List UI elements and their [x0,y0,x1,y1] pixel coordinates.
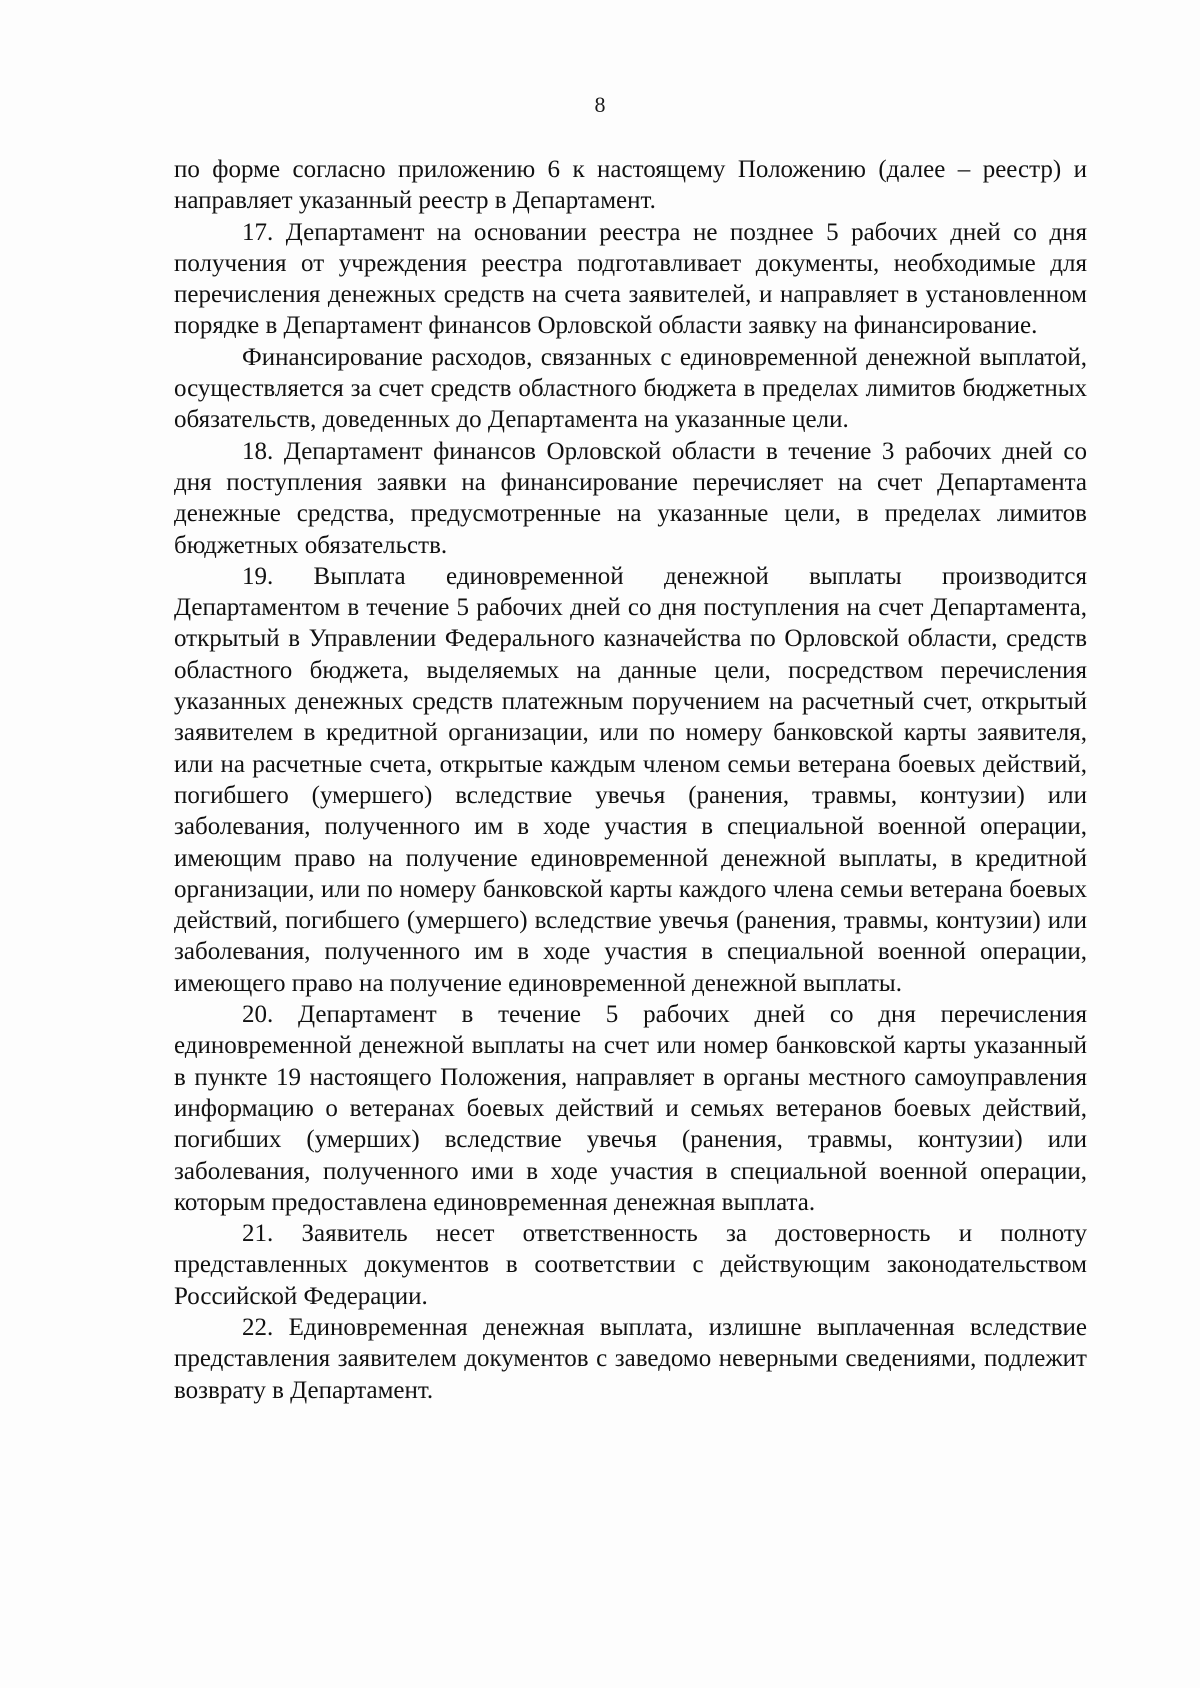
paragraph-item-20: 20. Департамент в течение 5 рабочих дней со дня перечисления единовременной денежной выплаты на счет или номер банковской карты указанный в пункте 19 настоящего Положения, направляет в органы местного самоуправления информацию о ветеранах боевых действий и семьях ветеранов боевых действий, погибших (умерших) вследствие увечья (ранения, травмы, контузии) или заболевания, полученного ими в ходе участия в специальной военной операции, которым предоставлена единовременная денежная выплата. [174,1001,1087,1216]
paragraph-item-22: 22. Единовременная денежная выплата, излишне выплаченная вследствие представления заявителем документов с заведомо неверными сведениями, подлежит возврату в Департамент. [174,1313,1087,1404]
document-body [174,154,1087,1406]
page-number: 8 [594,92,606,117]
paragraph-item-18: 18. Департамент финансов Орловской области в течение 3 рабочих дней со дня поступления заявки на финансирование перечисляет на счет Департамента денежные средства, предусмотренные на указанные цели, в пределах лимитов бюджетных обязательств. [174,437,1087,559]
paragraph-item-17: 17. Департамент на основании реестра не позднее 5 рабочих дней со дня получения от учреждения реестра подготавливает документы, необходимые для перечисления денежных средств на счета заявителей, и направляет в установленном порядке в Департамент финансов Орловской области заявку на финансирование. [174,218,1087,340]
paragraph-item-19: 19. Выплата единовременной денежной выплаты производится Департаментом в течение 5 рабочих дней со дня поступления на счет Департамента, открытый в Управлении Федерального казначейства по Орловской области, средств областного бюджета, выделяемых на данные цели, посредством перечисления указанных денежных средств платежным поручением на расчетный счет, открытый заявителем в кредитной организации, или по номеру банковской карты заявителя, или на расчетные счета, открытые каждым членом семьи ветерана боевых действий, погибшего (умершего) вследствие увечья (ранения, травмы, контузии) или заболевания, полученного им в ходе участия в специальной военной операции, имеющим право на получение единовременной денежной выплаты, в кредитной организации, или по номеру банковской карты каждого члена семьи ветерана боевых действий, погибшего (умершего) вследствие увечья (ранения, травмы, контузии) или заболевания, полученного им в ходе участия в специальной военной операции, имеющего право на получение единовременной денежной выплаты. [174,562,1087,997]
paragraph-continuation: по форме согласно приложению 6 к настоящему Положению (далее – реестр) и направляет указанный реестр в Департамент. [174,156,1087,215]
paragraph-item-17-financing: Финансирование расходов, связанных с единовременной денежной выплатой, осуществляется за счет средств областного бюджета в пределах лимитов бюджетных обязательств, доведенных до Департамента на указанные цели. [174,343,1087,434]
paragraph-item-21: 21. Заявитель несет ответственность за достоверность и полноту представленных документов в соответствии с действующим законодательством Российской Федерации. [174,1220,1087,1310]
